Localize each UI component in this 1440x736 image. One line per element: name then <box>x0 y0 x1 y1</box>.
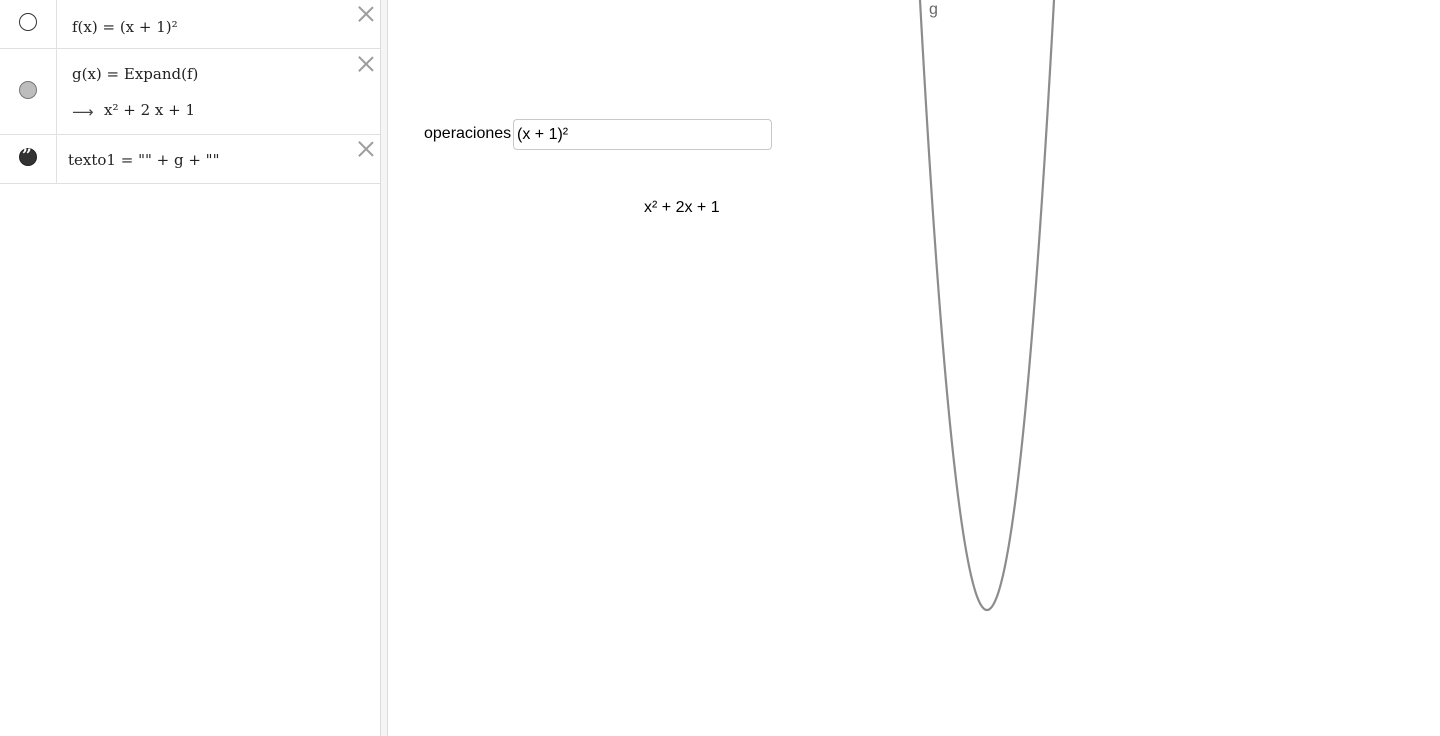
curve-label-g: g <box>929 1 938 18</box>
algebra-row-texto1[interactable] <box>0 135 380 184</box>
operaciones-input[interactable]: (x + 1)² <box>513 119 772 150</box>
algebra-view <box>0 0 380 736</box>
view-splitter[interactable] <box>380 0 388 736</box>
visibility-toggle-texto1-icon[interactable] <box>19 148 37 166</box>
definition-f[interactable]: f(x) = (x + 1)² <box>72 18 178 36</box>
definition-g[interactable]: g(x) = Expand(f) <box>72 65 199 83</box>
delete-f-icon[interactable] <box>358 6 374 22</box>
algebra-row-f[interactable] <box>0 0 380 49</box>
graphics-view[interactable] <box>388 0 1440 736</box>
marble-cell <box>0 135 57 183</box>
output-arrow-icon: ⟶ <box>72 103 94 121</box>
marble-cell <box>0 49 57 134</box>
curve-g[interactable] <box>920 0 1054 610</box>
algebra-row-g[interactable] <box>0 49 380 135</box>
marble-cell <box>0 0 57 48</box>
input-box-label: operaciones <box>424 125 512 142</box>
delete-texto1-icon[interactable] <box>358 141 374 157</box>
texto1-text[interactable]: x² + 2x + 1 <box>644 199 720 216</box>
output-g: x² + 2 x + 1 <box>104 101 195 119</box>
definition-texto1[interactable]: texto1 = "" + g + "" <box>68 151 220 169</box>
delete-g-icon[interactable] <box>358 56 374 72</box>
visibility-toggle-g[interactable] <box>19 81 37 99</box>
curve-g-plot <box>388 0 1440 736</box>
visibility-toggle-f[interactable] <box>19 13 37 31</box>
